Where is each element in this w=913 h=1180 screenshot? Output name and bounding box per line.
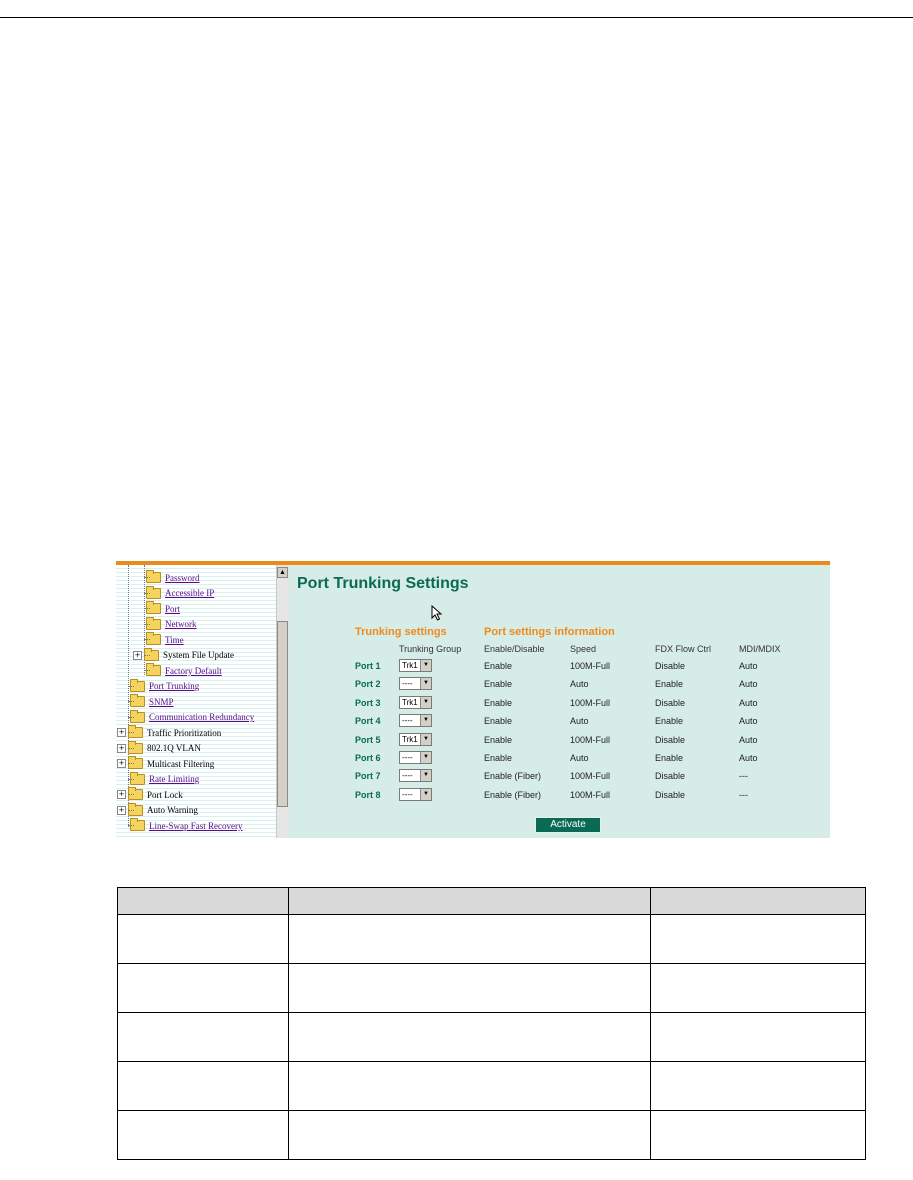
tree-item[interactable] (146, 617, 197, 632)
trunking-group-select[interactable] (399, 714, 432, 727)
tree-item-label[interactable]: Communication Redundancy (149, 712, 255, 722)
port-enable-value: Enable (484, 753, 513, 763)
tree-item-label: System File Update (163, 650, 234, 660)
scroll-thumb[interactable] (277, 621, 288, 807)
tree-scrollbar[interactable] (276, 565, 289, 838)
tree-item-label[interactable]: Factory Default (165, 665, 222, 676)
tree-guide-line (128, 732, 134, 733)
tree-item[interactable] (146, 570, 200, 585)
trunking-group-value: ---- (402, 716, 413, 726)
port-label: Port 8 (355, 789, 381, 800)
trunking-group-value: ---- (402, 789, 413, 799)
trunking-group-select[interactable] (399, 751, 432, 764)
tree-guide-line (144, 670, 150, 671)
trunking-group-value: ---- (402, 753, 413, 762)
mouse-cursor-icon (431, 605, 443, 621)
port-label: Port 5 (355, 734, 381, 745)
port-mdi-value: Auto (739, 753, 758, 763)
screenshot-frame (116, 561, 830, 838)
table-cell (651, 1111, 866, 1160)
tree-item[interactable] (130, 818, 242, 833)
table-cell (289, 1013, 651, 1062)
tree-item-label[interactable]: Time (165, 634, 184, 645)
tree-item-label[interactable]: Line-Swap Fast Recovery (149, 820, 243, 831)
table-cell (118, 1111, 289, 1160)
port-speed-value: Auto (570, 716, 589, 727)
port-speed-value: Auto (570, 679, 589, 690)
tree-guide-line (128, 701, 134, 702)
parameter-table (117, 887, 866, 1160)
port-speed-value: 100M-Full (570, 771, 611, 782)
table-cell (651, 964, 866, 1013)
expand-plus-icon[interactable]: + (118, 805, 125, 814)
port-enable-value: Enable (484, 661, 513, 671)
activate-button[interactable]: Activate (535, 817, 601, 833)
port-fdx-value: Disable (655, 661, 686, 671)
tree-item-label[interactable]: Port Trunking (149, 681, 200, 691)
dropdown-arrow-icon[interactable]: ▼ (420, 678, 431, 689)
tree-item[interactable] (130, 679, 199, 694)
navigation-tree (116, 565, 276, 838)
trunking-group-value: ---- (402, 771, 413, 781)
tree-item[interactable] (130, 694, 174, 709)
tree-item-label[interactable]: Port (165, 603, 181, 614)
port-fdx-value: Enable (655, 716, 684, 727)
table-cell (289, 915, 651, 964)
port-enable-value: Enable (Fiber) (484, 771, 542, 782)
port-mdi-value: Auto (739, 697, 758, 708)
table-row (118, 1013, 866, 1062)
col-fdx-flow-ctrl: FDX Flow Ctrl (655, 644, 711, 654)
dropdown-arrow-icon[interactable]: ▼ (420, 697, 431, 708)
tree-guide-line (128, 825, 134, 826)
tree-item-label[interactable]: Rate Limiting (149, 774, 200, 784)
table-cell (289, 1062, 651, 1111)
tree-item-label[interactable]: Accessible IP (165, 588, 215, 598)
table-cell (289, 888, 651, 915)
tree-guide-line (128, 686, 134, 687)
port-fdx-value: Enable (655, 753, 684, 763)
port-label: Port 2 (355, 679, 381, 690)
tree-item[interactable] (146, 586, 214, 601)
col-speed: Speed (570, 644, 597, 654)
tree-item[interactable] (117, 787, 183, 802)
dropdown-arrow-icon[interactable]: ▼ (420, 734, 431, 745)
tree-guide-line (144, 593, 150, 594)
tree-item[interactable] (146, 632, 184, 647)
port-label: Port 6 (355, 753, 381, 763)
expand-plus-icon[interactable]: + (118, 743, 125, 752)
dropdown-arrow-icon[interactable]: ▼ (420, 770, 431, 781)
table-cell (289, 964, 651, 1013)
port-label: Port 7 (355, 771, 381, 782)
col-mdi-mdix: MDI/MDIX (739, 644, 781, 654)
col-enable-disable: Enable/Disable (484, 644, 545, 654)
port-mdi-value: Auto (739, 734, 758, 745)
tree-item-label: 802.1Q VLAN (147, 743, 201, 753)
port-enable-value: Enable (484, 734, 513, 745)
port-enable-value: Enable (Fiber) (484, 789, 542, 800)
dropdown-arrow-icon[interactable]: ▼ (420, 752, 431, 763)
scroll-up-arrow-icon[interactable]: ▲ (277, 567, 288, 578)
port-enable-value: Enable (484, 716, 513, 727)
port-fdx-value: Disable (655, 734, 686, 745)
tree-item-label: Port Lock (147, 789, 183, 800)
tree-guide-line (144, 624, 150, 625)
trunking-group-value: Trk1 (402, 734, 418, 744)
table-cell (118, 915, 289, 964)
tree-guide-line (144, 608, 150, 609)
port-mdi-value: Auto (739, 716, 758, 727)
port-enable-value: Enable (484, 697, 513, 708)
tree-item-label: Traffic Prioritization (147, 727, 222, 738)
tree-item[interactable] (130, 710, 254, 725)
table-cell (118, 888, 289, 915)
tree-guide-line (128, 779, 134, 780)
table-cell (651, 915, 866, 964)
page-title: Port Trunking Settings (297, 575, 469, 592)
trunking-group-select[interactable] (399, 677, 432, 690)
tree-item-label[interactable]: SNMP (149, 696, 174, 707)
dropdown-arrow-icon[interactable]: ▼ (420, 715, 431, 726)
tree-item-label: Multicast Filtering (147, 758, 215, 769)
port-info-heading: Port settings information (484, 626, 615, 638)
expand-plus-icon[interactable]: + (134, 650, 141, 659)
tree-item[interactable] (146, 601, 180, 616)
table-cell (118, 1062, 289, 1111)
trunking-group-select[interactable] (399, 733, 432, 746)
expand-plus-icon[interactable]: + (118, 728, 125, 736)
port-fdx-value: Disable (655, 697, 686, 708)
page-top-rule (0, 17, 913, 18)
table-row (118, 1111, 866, 1160)
tree-guide-line (128, 763, 134, 764)
table-row (118, 1062, 866, 1111)
table-cell (651, 1062, 866, 1111)
table-cell (118, 964, 289, 1013)
table-header-row (118, 888, 866, 915)
table-cell (651, 888, 866, 915)
port-speed-value: Auto (570, 753, 589, 763)
table-row (118, 915, 866, 964)
table-cell (118, 1013, 289, 1062)
tree-guide-line (144, 639, 150, 640)
port-enable-value: Enable (484, 679, 513, 690)
tree-guide-line (128, 810, 134, 811)
port-fdx-value: Disable (655, 789, 686, 800)
port-mdi-value: --- (739, 771, 748, 782)
port-mdi-value: Auto (739, 679, 758, 690)
trunking-group-value: ---- (402, 679, 413, 689)
port-label: Port 3 (355, 697, 381, 708)
port-mdi-value: Auto (739, 661, 758, 671)
port-speed-value: 100M-Full (570, 789, 611, 800)
tree-guide-line (128, 717, 134, 718)
table-row (118, 964, 866, 1013)
trunking-settings-heading: Trunking settings (355, 626, 447, 638)
tree-item-label[interactable]: Network (165, 619, 197, 629)
dropdown-arrow-icon[interactable]: ▼ (420, 660, 431, 671)
trunking-group-value: Trk1 (402, 697, 418, 707)
tree-guide-line (144, 577, 150, 578)
table-cell (289, 1111, 651, 1160)
port-label: Port 4 (355, 716, 381, 727)
port-label: Port 1 (355, 661, 381, 671)
tree-item-label[interactable]: Password (165, 572, 200, 583)
tree-guide-line (128, 794, 134, 795)
port-speed-value: 100M-Full (570, 661, 611, 671)
tree-item[interactable] (146, 663, 222, 678)
settings-panel (289, 565, 830, 838)
tree-item-label: Auto Warning (147, 805, 198, 815)
trunking-group-select[interactable] (399, 769, 432, 782)
dropdown-arrow-icon[interactable]: ▼ (420, 789, 431, 800)
table-cell (651, 1013, 866, 1062)
trunking-group-value: Trk1 (402, 661, 418, 670)
port-fdx-value: Disable (655, 771, 686, 782)
port-fdx-value: Enable (655, 679, 684, 690)
trunking-group-select[interactable] (399, 696, 432, 709)
trunking-group-select[interactable] (399, 788, 432, 801)
expand-plus-icon[interactable]: + (118, 790, 125, 798)
trunking-group-select[interactable] (399, 659, 432, 672)
port-speed-value: 100M-Full (570, 734, 611, 745)
tree-guide-line (144, 655, 150, 656)
port-speed-value: 100M-Full (570, 697, 611, 708)
port-mdi-value: --- (739, 789, 748, 800)
tree-item[interactable] (130, 772, 199, 787)
expand-plus-icon[interactable]: + (118, 759, 125, 767)
col-trunking-group: Trunking Group (399, 644, 462, 654)
tree-guide-line (128, 748, 134, 749)
